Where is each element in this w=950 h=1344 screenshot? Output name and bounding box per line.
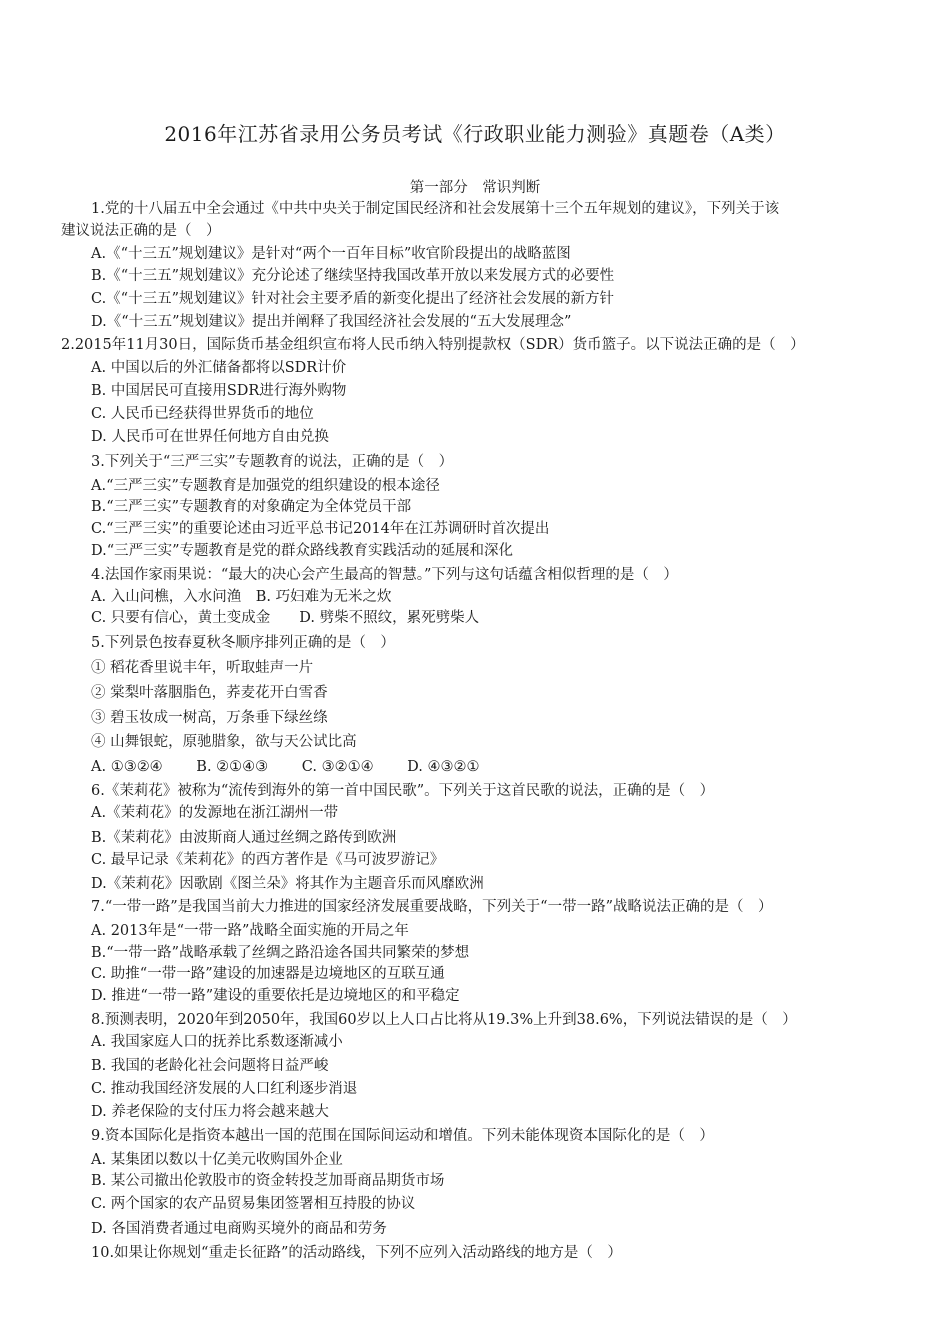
question-4-stem: 4.法国作家雨果说：“最大的决心会产生最高的智慧。”下列与这句话蕴含相似哲理的是（ ） bbox=[91, 566, 678, 583]
question-2-option-d: D. 人民币可在世界任何地方自由兑换 bbox=[91, 428, 329, 445]
question-9-option-a: A. 某集团以数以十亿美元收购国外企业 bbox=[91, 1151, 343, 1168]
question-2-option-c: C. 人民币已经获得世界货币的地位 bbox=[91, 406, 314, 423]
question-5-item-2: ② 棠梨叶落胭脂色，荞麦花开白雪香 bbox=[91, 684, 328, 701]
question-8-option-a: A. 我国家庭人口的抚养比系数逐渐减小 bbox=[91, 1033, 343, 1050]
question-1-stem-line-2: 建议说法正确的是（ ） bbox=[61, 222, 221, 239]
question-7-option-d: D. 推进“一带一路”建设的重要依托是边境地区的和平稳定 bbox=[91, 988, 460, 1005]
question-1-option-a: A.《“十三五”规划建议》是针对“两个一百年目标”收官阶段提出的战略蓝图 bbox=[91, 245, 571, 262]
question-2-option-a: A. 中国以后的外汇储备都将以SDR计价 bbox=[91, 359, 347, 376]
question-4-options-ab: A. 入山问樵，入水问渔 B. 巧妇难为无米之炊 bbox=[91, 588, 392, 605]
question-7-option-a: A. 2013年是“一带一路”战略全面实施的开局之年 bbox=[91, 922, 409, 939]
question-1-option-b: B.《“十三五”规划建议》充分论述了继续坚持我国改革开放以来发展方式的必要性 bbox=[91, 268, 615, 285]
question-6-option-b: B.《茉莉花》由波斯商人通过丝绸之路传到欧洲 bbox=[91, 829, 397, 846]
question-1-option-c: C.《“十三五”规划建议》针对社会主要矛盾的新变化提出了经济社会发展的新方针 bbox=[91, 291, 615, 308]
question-3-option-a: A.“三严三实”专题教育是加强党的组织建设的根本途径 bbox=[91, 477, 440, 494]
document-title: 2016年江苏省录用公务员考试《行政职业能力测验》真题卷（A类） bbox=[164, 122, 786, 146]
question-9-stem: 9.资本国际化是指资本越出一国的范围在国际间运动和增值。下列未能体现资本国际化的是（ ） bbox=[91, 1127, 714, 1144]
section-heading: 第一部分 常识判断 bbox=[409, 180, 541, 196]
question-5-item-3: ③ 碧玉妆成一树高，万条垂下绿丝绦 bbox=[91, 709, 328, 726]
question-9-option-b: B. 某公司撤出伦敦股市的资金转投芝加哥商品期货市场 bbox=[91, 1173, 445, 1190]
question-5-stem: 5.下列景色按春夏秋冬顺序排列正确的是（ ） bbox=[91, 635, 395, 652]
question-1-stem-line-1: 1.党的十八届五中全会通过《中共中央关于制定国民经济和社会发展第十三个五年规划的建议》，下列关于该 bbox=[91, 201, 780, 217]
question-3-option-b: B.“三严三实”专题教育的对象确定为全体党员干部 bbox=[91, 499, 412, 516]
question-8-option-d: D. 养老保险的支付压力将会越来越大 bbox=[91, 1104, 329, 1121]
question-9-option-d: D. 各国消费者通过电商购买境外的商品和劳务 bbox=[91, 1221, 387, 1238]
question-8-stem: 8.预测表明，2020年到2050年，我国60岁以上人口占比将从19.3%上升到38.6%，下列说法错误的是（ ） bbox=[91, 1011, 797, 1028]
question-4-options-cd: C. 只要有信心，黄土变成金 D. 劈柴不照纹，累死劈柴人 bbox=[91, 610, 480, 627]
question-6-option-c: C. 最早记录《茉莉花》的西方著作是《马可波罗游记》 bbox=[91, 852, 445, 869]
question-3-option-d: D.“三严三实”专题教育是党的群众路线教育实践活动的延展和深化 bbox=[91, 542, 514, 559]
question-2-option-b: B. 中国居民可直接用SDR进行海外购物 bbox=[91, 383, 347, 400]
question-7-option-b: B.“一带一路”战略承载了丝绸之路沿途各国共同繁荣的梦想 bbox=[91, 944, 470, 961]
question-8-option-c: C. 推动我国经济发展的人口红利逐步消退 bbox=[91, 1081, 358, 1098]
question-7-option-c: C. 助推“一带一路”建设的加速器是边境地区的互联互通 bbox=[91, 966, 445, 983]
question-9-option-c: C. 两个国家的农产品贸易集团签署相互持股的协议 bbox=[91, 1196, 416, 1213]
question-3-stem: 3.下列关于“三严三实”专题教育的说法，正确的是（ ） bbox=[91, 453, 454, 470]
question-6-option-d: D.《茉莉花》因歌剧《图兰朵》将其作为主题音乐而风靡欧洲 bbox=[91, 876, 484, 893]
question-6-stem: 6.《茉莉花》被称为“流传到海外的第一首中国民歌”。下列关于这首民歌的说法，正确的是（ ） bbox=[91, 782, 715, 799]
question-5-item-4: ④ 山舞银蛇，原驰腊象，欲与天公试比高 bbox=[91, 734, 357, 751]
question-2-stem: 2.2015年11月30日，国际货币基金组织宣布将人民币纳入特别提款权（SDR）货币篮子。以下说法正确的是（ ） bbox=[61, 336, 805, 353]
question-list bbox=[0, 199, 950, 1265]
question-5-options: A. ①③②④ B. ②①④③ C. ③②①④ D. ④③②① bbox=[91, 759, 480, 776]
question-5-item-1: ① 稻花香里说丰年，听取蛙声一片 bbox=[91, 659, 314, 676]
question-3-option-c: C.“三严三实”的重要论述由习近平总书记2014年在江苏调研时首次提出 bbox=[91, 521, 550, 538]
question-10-stem: 10.如果让你规划“重走长征路”的活动路线，下列不应列入活动路线的地方是（ ） bbox=[91, 1244, 622, 1261]
question-8-option-b: B. 我国的老龄化社会问题将日益严峻 bbox=[91, 1058, 329, 1075]
question-7-stem: 7.“一带一路”是我国当前大力推进的国家经济发展重要战略，下列关于“一带一路”战略说法正确的是（ ） bbox=[91, 898, 773, 915]
question-6-option-a: A.《茉莉花》的发源地在浙江湖州一带 bbox=[91, 804, 339, 821]
question-1-option-d: D.《“十三五”规划建议》提出并阐释了我国经济社会发展的“五大发展理念” bbox=[91, 313, 572, 330]
